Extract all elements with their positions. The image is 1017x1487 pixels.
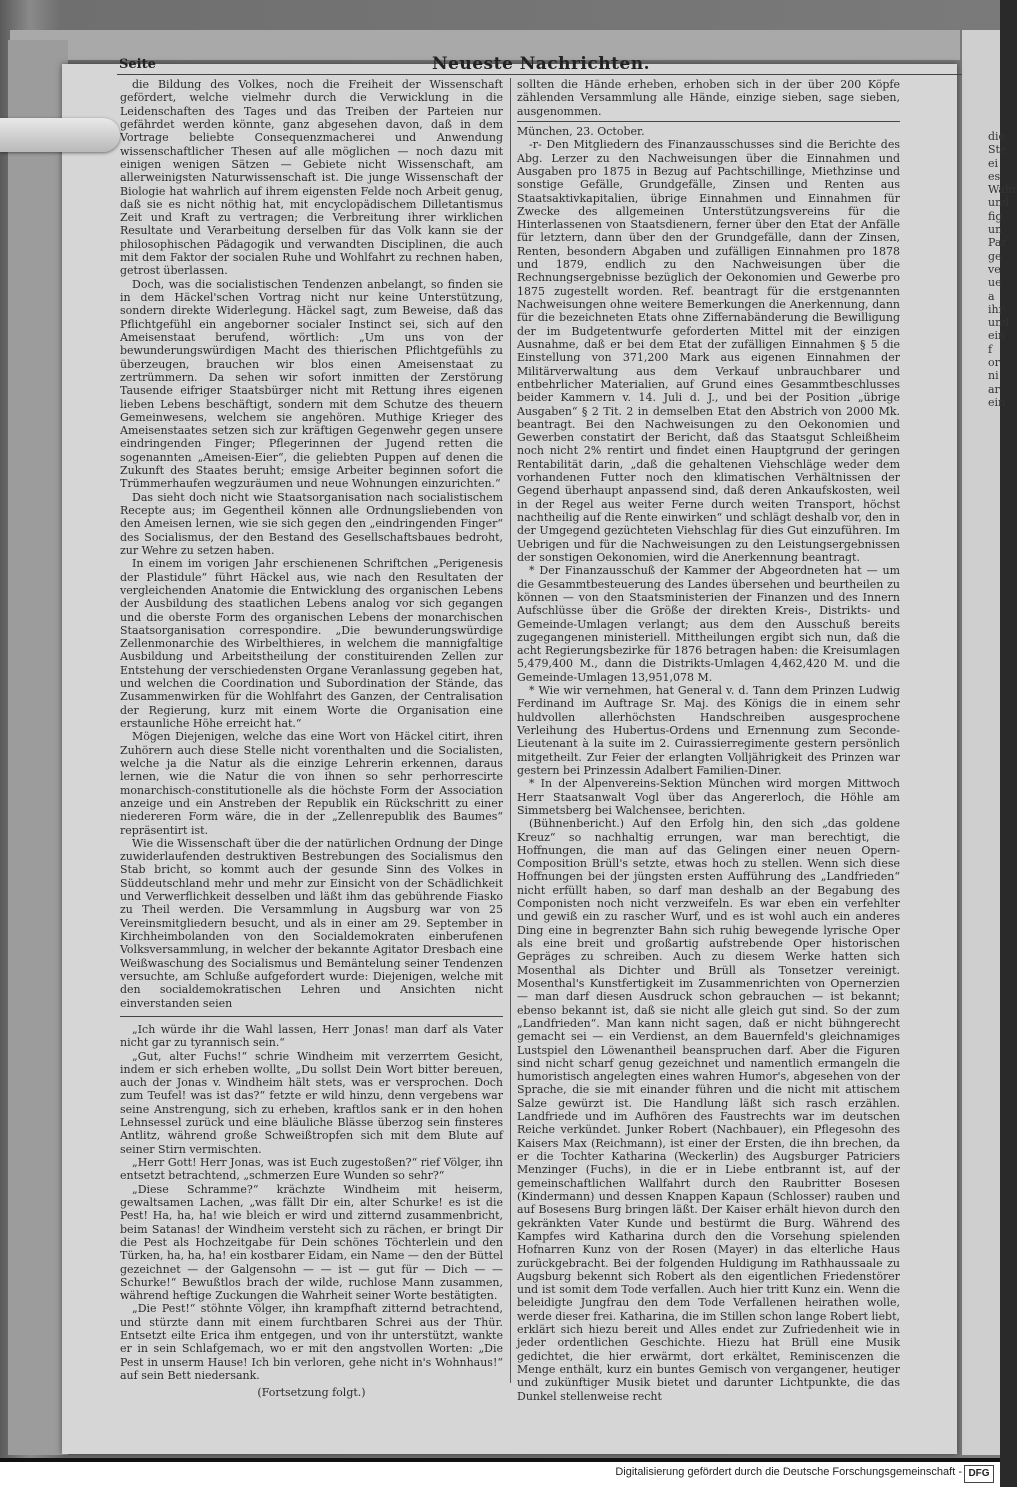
- newspaper-page: [62, 54, 957, 1454]
- funding-credit: Digitalisierung gefördert durch die Deutsche Forschungsgemeinschaft -: [615, 1466, 962, 1478]
- paragraph: Wie die Wissenschaft über die der natürlichen Ordnung der Dinge zuwiderlaufenden destruktiven Bestrebungen des Socialismus den Stab bricht, so kommt auch der gesunde Sinn des Volkes in Süddeutschland mehr und mehr zur Einsicht von der Schädlichkeit und Verwerflichkeit desselben und läßt ihm das gebührende Fiasko zu Theil werden. Die Versammlung in Augsburg war von 25 Vereinsmitgliedern besucht, und als in einer am 29. September in Kirchheimbolanden von den Socialdemokraten einberufenen Volksversammlung, in welcher der bekannte Agitator Dresbach eine Weißwaschung des Socialismus und Bemäntelung seiner Tendenzen versuchte, am Schluße aufgefordert wurde: Diejenigen, welche mit den socialdemokratischen Lehren und Ansichten nicht einverstanden seien: [120, 836, 503, 1010]
- header-rule: [117, 74, 962, 75]
- adjacent-page-line: Ste: [988, 143, 1007, 157]
- paragraph: (Bühnenbericht.) Auf den Erfolg hin, den sich „das goldene Kreuz“ so nachhaltig errungen, war man berechtigt, die Hoffnungen, die man auf das Gelingen einer neuen Opern-Composition Brüll's setzte, etwas hoch zu stellen. Wenn sich diese Hoffnungen bei der jüngsten ersten Aufführung des „Landfrieden“ nicht erfüllt haben, so darf man deshalb an der Begabung des Componisten noch nicht verzweifeln. Es war eben ein verfehlter und gewiß ein zu rascher Wurf, und es ist wohl auch ein anderes Ding eine in begrenzter Bahn sich ruhig bewegende lyrische Oper als eine breit und großartig aufstrebende Oper historischen Gepräges zu schreiben. Auch zu diesem Werke hatten sich Mosenthal als Dichter und Brüll als Tonsetzer vereinigt. Mosenthal's Kunstfertigkeit im Zusammenrichten von Opernerzien — man darf diesen Ausdruck schon gebrauchen — ist bekannt; ebenso bekannt ist, daß sie nicht alle gleich gut sind. So der zum „Landfrieden“. Man kann nicht sagen, daß er nicht bühngerecht gemacht sei — ein Verdienst, an dem Bauernfeld's gleichnamiges Lustspiel den Löwenantheil beanspruchen darf. Aber die Figuren sind nicht scharf genug gezeichnet und namentlich ermangeln die humoristisch angelegten eines wahren Humor's, abgesehen von der Sprache, die sie mit einander führen und die nicht mit attischem Salze gewürzt ist. Die Handlung läßt sich rasch erzählen. Landfriede und im Aufhören des Faustrechts war im deutschen Reiche verkündet. Junker Robert (Nachbauer), ein Pflegesohn des Kaisers Max (Reichmann), ist einer der Ersten, die ihn brechen, da er die Tochter Katharina (Weckerlin) des Augsburger Patriciers Menzinger (Fuchs), in die er in Liebe entbrannt ist, auf der gemeinschaftlichen Wallfahrt durch den Raubritter Bosesen (Kindermann) und dessen Knappen Kapaun (Schlosser) rauben und auf Bosesens Burg bringen läßt. Der Kaiser erhält hievon durch den gekränkten Vater Kunde und bestürmt die Burg. Während des Kampfes wird Katharina durch den die Vorsehung spielenden Hofnarren Kunz von der Rosen (Mayer) in das elterliche Haus zurückgebracht. Bei der folgenden Huldigung im Rathhaussaale zu Augsburg bekennt sich Robert als den eigentlichen Friedenstörer und ist somit dem Tode verfallen. Auch hier tritt Kunz ein. Wenn die beleidigte Jungfrau den dem Tode Verfallenen heirathen wolle, werde dieser frei. Katharina, die im Stillen schon lange Robert liebt, erklärt sich hiezu bereit und Alles endet zur Zufriedenheit wie in jeder ordentlichen Geschichte. Hiezu hat Brüll eine Musik gedichtet, die hier erwärmt, dort erkältet, Reminiscenzen die Menge enthält, kurz ein buntes Gemisch von vergangener, heutiger und zukünftiger Musik bietet und darunter Lichtpunkte, die das Dunkel stellenweise recht: [517, 817, 900, 1403]
- adjacent-page-line: ein: [988, 329, 1006, 343]
- right-intro-text: sollten die Hände erheben, erhoben sich in der über 200 Köpfe zählenden Versammlung alle Hände, einzige sieben, sage sieben, ausgenommen.: [517, 78, 900, 118]
- adjacent-page-line: ei: [988, 156, 999, 170]
- adjacent-page-line: es: [988, 169, 1001, 183]
- adjacent-page-line: ein: [988, 395, 1006, 409]
- adjacent-page-line: ge: [988, 249, 1002, 263]
- story-paragraph: „Ich würde ihr die Wahl lassen, Herr Jonas! man darf als Vater nicht gar zu tyrannisch sein.“: [120, 1022, 503, 1050]
- story-paragraph: „Gut, alter Fuchs!“ schrie Windheim mit verzerrtem Gesicht, indem er sich erheben wollte, „Du sollst Dein Wort bitter bereuen, auch der Jonas v. Windheim hält stets, was er versprochen. Doch zum Teufel! was ist das?“ fetzte er wild hinzu, denn vergebens war seine Anstrengung, sich zu erheben, kraftlos sank er in den hohen Lehnsessel zurück und eine bläuliche Blässe überzog sein finsteres Antlitz, während große Schweißtropfen sich mit dem Blute auf seiner Stirn vermischten.: [120, 1049, 503, 1156]
- adjacent-page-line: ar: [988, 382, 1000, 396]
- paragraph: die Bildung des Volkes, noch die Freiheit der Wissenschaft gefördert, welche vielmehr durch die Verwicklung in die Leidenschaften des Tages und das Treiben der Parteien nur gefährdet werden könnte, ganz abgesehen davon, daß in dem Vortrage beliebte Consequenzmacherei und Anwendung wissenschaftlicher Thesen auf alle möglichen — noch dazu mit einigen wenigen Sätzen — Gebiete nicht Wissenschaft, am allerweinigsten Naturwissenschaft ist. Die junge Wissenschaft der Biologie hat wahrlich auf ihrem eigensten Felde noch Arbeit genug, daß sie es nicht nöthig hat, mit encyclopädischem Dilletantismus Zeit und Kraft zu vertragen; die Verbreitung ihrer wirklichen Resultate und Verarbeitung derselben für das Volk kann sie der philosophischen Pädagogik und verwandten Disciplinen, die auch mit dem Faktor der socialen Ruhe und Wohlfahrt zu rechnen haben, getrost überlassen.: [120, 78, 503, 278]
- adjacent-page-line: un: [988, 223, 1003, 237]
- dateline: München, 23. October.: [517, 124, 645, 138]
- paragraph: Das sieht doch nicht wie Staatsorganisation nach socialistischem Recepte aus; im Gegentheil können alle Ordnungsliebenden von den Ameisen lernen, wie sie sich gegen den „eindringenden Finger“ des Socialismus, der den Bestand des Gesellschaftsbaues bedroht, zur Wehre zu setzen haben.: [120, 490, 503, 557]
- adjacent-page-line: ue: [988, 276, 1002, 290]
- adjacent-page-line: Par: [988, 236, 1007, 250]
- paper-edge-left: [8, 40, 68, 1455]
- continuation-note: (Fortsetzung folgt.): [257, 1386, 366, 1400]
- adjacent-page-line: ihr: [988, 302, 1004, 316]
- paragraph: * Der Finanzausschuß der Kammer der Abgeordneten hat — um die Gesammtbesteuerung des Landes übersehen und beurtheilen zu können — von den Staatsministerien der Finanzen und des Innern Aufschlüsse über die Größe der direkten Kreis-, Distrikts- und Gemeinde-Umlagen verlangt; aus dem den Ausschuß bereits zugegangenen ministeriell. Mittheilungen ergibt sich nun, daß die acht Regierungsbezirke für 1876 betragen haben: die Kreisumlagen 5,479,400 M., dann die Distrikts-Umlagen 4,462,420 M. und die Gemeinde-Umlagen 13,951,078 M.: [517, 564, 900, 684]
- footer-bar: [0, 1462, 1000, 1487]
- page-clip: [0, 118, 120, 152]
- feuilleton-story: [120, 1023, 503, 1382]
- dfg-logo: DFG: [964, 1465, 994, 1483]
- story-paragraph: „Diese Schramme?“ krächzte Windheim mit heiserm, gewaltsamen Lachen, „was fällt Dir ein, alter Schurke! es ist die Pest! Ha, ha, ha! wie bleich er wird und zitternd zusammenbricht, beim Satanas! der Windheim versteht sich zu rächen, er bringt Dir die Pest als Hochzeitgabe für Dein schönes Töchterlein und den Türken, ha, ha, ha! ein kostbarer Eidam, ein Name — den der Büttel gezeichnet — der Galgensohn — — ist — gut für — Dich — — Schurke!“ Bewußtlos brach der wilde, ruchlose Mann zusammen, während heftige Zuckungen die Wahrheit seiner Worte bestätigten.: [120, 1182, 503, 1303]
- adjacent-page-line: fig: [988, 209, 1003, 223]
- paragraph: Doch, was die socialistischen Tendenzen anbelangt, so finden sie in dem Häckel'schen Vortrag nicht nur keine Unterstützung, sondern direkte Widerlegung. Häckel sagt, zum Beweise, daß das Pflichtgefühl ein angeborner socialer Instinct sei, sich auf den Ameisenstaat berufend, wörtlich: „Um uns von der bewunderungswürdigen Macht des thierischen Pflichtgefühls zu überzeugen, brauchen wir blos einen Ameisenstaat zu zertrümmern. Da sehen wir sofort inmitten der Zerstörung Tausende eifriger Staatsbürger nicht mit Rettung ihres eigenen lieben Lebens beschäftigt, sondern mit dem Schutze des theuern Gemeinwesens, welchem sie angehören. Muthige Krieger des Ameisenstaates setzen sich zur kräftigen Gegenwehr gegen unsere eindringenden Finger; Pflegerinnen der Jugend retten die sogenannten „Ameisen-Eier“, die geliebten Puppen auf denen die Zukunft des Staates beruht; emsige Arbeiter beginnen sofort die Trümmerhaufen wegzuräumen und neue Wohnungen einzurichten.“: [120, 277, 503, 491]
- paragraph: * Wie wir vernehmen, hat General v. d. Tann dem Prinzen Ludwig Ferdinand im Auftrage Sr. Maj. des Königs die in einem sehr huldvollen allerhöchsten Handschreiben ausgesprochene Verleihung des Hubertus-Ordens und Ernennung zum Seconde-Lieutenant à la suite im 2. Cuirassierregimente gestern persönlich mitgetheilt. Zur Feier der erlangten Volljährigkeit des Prinzen war gestern bei Prinzessin Adalbert Familien-Diner.: [517, 684, 900, 777]
- paragraph: In einem im vorigen Jahr erschienenen Schriftchen „Perigenesis der Plastidule“ führt Häckel aus, wie nach den Resultaten der vergleichenden Anatomie die Entwicklung des organischen Lebens der Ausbildung des staatlichen Lebens analog vor sich gegangen und die oberste Form des organischen Lebens der monarchischen Staatsorganisation correspondire. „Die bewunderungswürdige Zellenmonarchie des Wirbelthieres, in welchem die mannigfaltige Ausbildung und Arbeitstheilung der constituirenden Zellen zur Entstehung der verschiedensten Organe Veranlassung gegeben hat, und welchen die Coordination und Subordination der Stände, das Zusammenwirken für die Wohlfahrt des Ganzen, der Centralisation der Regierung, kurz mit einem Worte die Organisation eine erstaunliche Höhe erreicht hat.“: [120, 557, 503, 730]
- adjacent-page-line: die: [988, 130, 1006, 143]
- story-paragraph: „Die Pest!“ stöhnte Völger, ihn krampfhaft zitternd betrachtend, und stürzte dann mit einem furchtbaren Schrei aus der Thür. Entsetzt eilte Erica ihm entgegen, und von ihr unterstützt, wankte er in sein Schlafgemach, wo er mit den angstvollen Worten: „Die Pest in unserm Hause! Ich bin verloren, gehe nicht in's Wohnhaus!“ auf sein Bett niedersank.: [120, 1302, 503, 1382]
- right-column: [517, 78, 900, 1403]
- article-body-right: [517, 138, 900, 1403]
- adjacent-page-fragment: [962, 30, 1017, 1455]
- adjacent-page-line: und: [988, 316, 1010, 330]
- paragraph: * In der Alpenvereins-Sektion München wird morgen Mittwoch Herr Staatsanwalt Vogl über das Angererloch, die Höhle am Simmetsberg bei Walchensee, berichten.: [517, 777, 900, 817]
- adjacent-page-line: und: [988, 196, 1010, 210]
- column-divider: [510, 78, 511, 1383]
- adjacent-page-line: ni: [988, 369, 999, 383]
- adjacent-page-line: ve: [988, 262, 1001, 276]
- page-label: Seite: [119, 57, 156, 72]
- paragraph: Mögen Diejenigen, welche das eine Wort von Häckel citirt, ihren Zuhörern auch diese Stelle nicht vorenthalten und die Socialisten, welche ja die Natur als die einzige Lehrerin erkennen, daraus lernen, wie die Natur die von ihnen so sehr perhorrescirte monarchisch-constitutionelle als die höchste Form der Association anzeige und ein Anstreben der Republik ein Rückschritt zu einer niedereren Form wäre, die in der „Zellenrepublik des Baumes“ repräsentirt ist.: [120, 730, 503, 837]
- adjacent-page-line: f: [988, 342, 993, 356]
- feuilleton-divider: [120, 1016, 503, 1017]
- paragraph: -r- Den Mitgliedern des Finanzausschusses sind die Berichte des Abg. Lerzer zu den Nachweisungen über die Einnahmen und Ausgaben pro 1875 in Bezug auf Pachtschillinge, Miethzinse und sonstige Gefälle, Grundgefälle, Zinsen und Renten aus Staatsaktivkapitalien, übrige Einnahmen und Einnahmen für Zwecke des allgemeinen Unterstützungsvereins für die Hinterlassenen von Staatsdienern, ferner über den Etat der Anfälle für letztern, dann über den der Grundgefälle, dann der Zinsen, Renten, besondern Abgaben und zufälligen Einnahmen pro 1878 und 1879, endlich zu den Nachweisungen über die Rechnungsergebnisse bezüglich der Oekonomien und Gewerbe pro 1875 zugestellt worden. Ref. beantragt für die erstgenannten Nachweisungen ohne weitere Bemerkungen die Anerkennung, dann für die bezeichneten Etats ohne Ziffernabänderung die Bewilligung der im Budgetentwurfe geforderten Mittel mit der einzigen Ausnahme, daß er bei dem Etat der zufälligen Einnahmen § 5 die Einstellung von 371,200 Mark aus eigenen Einnahmen der Militärverwaltung aus dem Verkauf unbrauchbarer und entbehrlicher Materialien, auf Grund eines Gesammtbeschlusses beider Kammern v. 14. Juli d. J., und bei der Position „übrige Ausgaben“ § 2 Tit. 2 in demselben Etat den Abstrich von 2000 Mk. beantragt. Bei den Nachweisungen zu den Oekonomien und Gewerben constatirt der Bericht, daß das Staatsgut Schleißheim noch nicht 2% rentirt und findet einen Hauptgrund der geringen Rentabilität darin, „daß die gehaltenen Viehschläge weder dem vorhandenen Futter noch den klimatischen Verhältnissen der Gegend überhaupt anpassend sind, daß deren Ankaufskosten, weil in der Regel aus weiter Ferne durch weiten Transport, höchst nachtheilig auf die Rente einwirken“ und schlägt deshalb vor, den in der Umgegend gezüchteten Viehschlag für dies Gut einzuführen. Im Uebrigen und für die Nachweisungen zu den Leistungsergebnissen der sonstigen Oekonomien, wird die Anerkennung beantragt.: [517, 138, 900, 564]
- adjacent-page-line: or: [988, 356, 1000, 370]
- story-paragraph: „Herr Gott! Herr Jonas, was ist Euch zugestoßen?“ rief Völger, ihn entsetzt betrachtend, „schmerzen Eure Wunden so sehr?“: [120, 1156, 503, 1183]
- adjacent-page-line: a: [988, 289, 995, 303]
- masthead-title: Neueste Nachrichten.: [432, 54, 651, 74]
- intro-divider: [517, 121, 900, 122]
- left-column: [120, 78, 503, 1400]
- adjacent-page-line: Wahr: [988, 183, 1017, 197]
- page-header: [117, 54, 877, 74]
- article-body-left: [120, 78, 503, 1010]
